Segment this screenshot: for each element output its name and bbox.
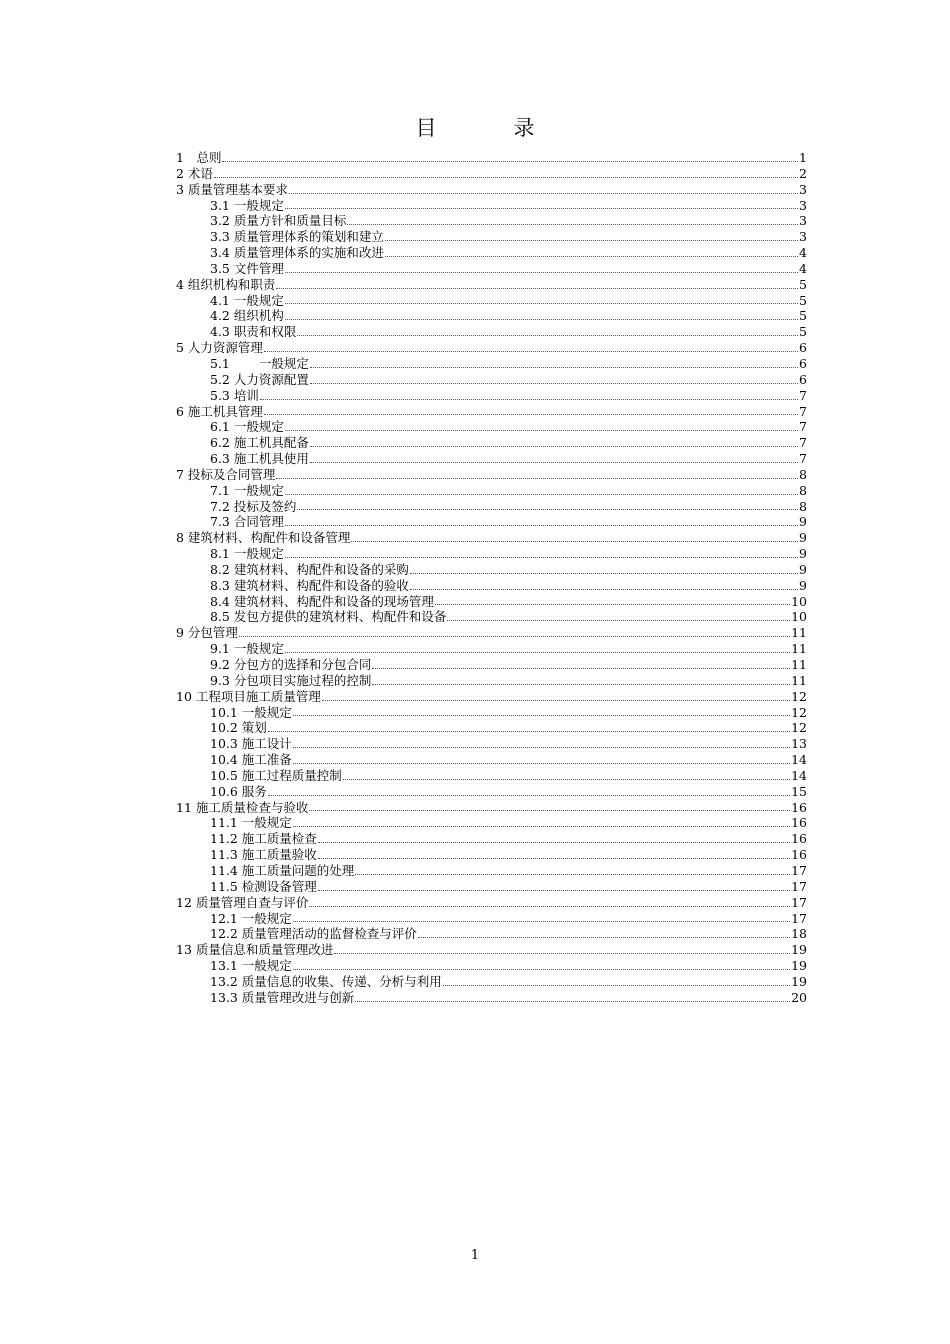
toc-entry-label: 5.1 一般规定 xyxy=(210,355,309,371)
toc-entry-page: 10 xyxy=(791,593,807,609)
toc-entry-label: 7.1 一般规定 xyxy=(210,482,284,498)
toc-entry-label: 4.3 职责和权限 xyxy=(210,324,297,340)
toc-entry[interactable] xyxy=(176,705,807,721)
toc-entry-page: 5 xyxy=(799,276,807,292)
toc-entry-label: 3.2 质量方针和质量目标 xyxy=(210,213,347,229)
dot-leader xyxy=(318,857,790,859)
toc-entry[interactable] xyxy=(176,689,807,705)
dot-leader xyxy=(297,334,798,336)
toc-entry-page: 16 xyxy=(791,847,807,863)
toc-entry-label: 10.2 策划 xyxy=(210,720,267,736)
toc-entry-page: 7 xyxy=(799,419,807,435)
toc-entry-page: 15 xyxy=(791,783,807,799)
toc-entry[interactable] xyxy=(176,372,807,388)
toc-entry-page: 4 xyxy=(799,245,807,261)
toc-entry-page: 13 xyxy=(791,736,807,752)
toc-entry[interactable] xyxy=(176,198,807,214)
toc-entry-label: 9.1 一般规定 xyxy=(210,641,284,657)
toc-entry-page: 8 xyxy=(799,498,807,514)
toc-entry[interactable] xyxy=(176,911,807,927)
dot-leader xyxy=(355,873,790,875)
toc-entry-page: 16 xyxy=(791,799,807,815)
toc-entry-page: 16 xyxy=(791,815,807,831)
dot-leader xyxy=(276,287,798,289)
toc-entry-page: 20 xyxy=(791,989,807,1005)
toc-entry[interactable] xyxy=(176,229,807,245)
toc-entry[interactable] xyxy=(176,356,807,372)
toc-entry-page: 11 xyxy=(791,641,807,657)
dot-leader xyxy=(351,540,798,542)
dot-leader xyxy=(435,603,790,605)
dot-leader xyxy=(318,889,790,891)
dot-leader xyxy=(322,699,790,701)
toc-entry-page: 5 xyxy=(799,292,807,308)
dot-leader xyxy=(372,667,790,669)
dot-leader xyxy=(285,302,798,304)
toc-entry-page: 6 xyxy=(799,340,807,356)
toc-entry-label: 12 质量管理自查与评价 xyxy=(176,894,309,910)
toc-entry[interactable] xyxy=(176,404,807,420)
toc-entry[interactable] xyxy=(176,879,807,895)
toc-entry-label: 9.2 分包方的选择和分包合同 xyxy=(210,657,372,672)
dot-leader xyxy=(239,635,790,637)
toc-entry-page: 3 xyxy=(799,197,807,213)
toc-entry-label: 11.4 施工质量问题的处理 xyxy=(210,862,355,878)
toc-entry-page: 7 xyxy=(799,387,807,403)
dot-leader xyxy=(310,366,798,368)
toc-entry-label: 2 术语 xyxy=(176,165,213,181)
toc-entry-page: 14 xyxy=(791,767,807,783)
dot-leader xyxy=(310,445,798,447)
dot-leader xyxy=(310,461,798,463)
toc-entry-page: 9 xyxy=(799,561,807,577)
toc-entry[interactable] xyxy=(176,609,807,625)
toc-entry[interactable] xyxy=(176,736,807,752)
toc-entry[interactable] xyxy=(176,419,807,435)
toc-entry[interactable] xyxy=(176,340,807,356)
toc-entry-label: 5 人力资源管理 xyxy=(176,340,263,356)
toc-entry[interactable] xyxy=(176,942,807,958)
toc-entry-page: 12 xyxy=(791,720,807,736)
toc-entry[interactable] xyxy=(176,800,807,816)
toc-entry-label: 8.3 建筑材料、构配件和设备的验收 xyxy=(210,577,409,593)
toc-entry[interactable] xyxy=(176,530,807,546)
dot-leader xyxy=(293,746,790,748)
toc-entry-label: 8.5 发包方提供的建筑材料、构配件和设备 xyxy=(210,609,447,625)
dot-leader xyxy=(276,477,798,479)
dot-leader xyxy=(285,271,798,273)
toc-entry[interactable] xyxy=(176,293,807,309)
toc-entry-label: 3.1 一般规定 xyxy=(210,197,284,213)
dot-leader xyxy=(410,588,798,590)
toc-entry[interactable] xyxy=(176,578,807,594)
dot-leader xyxy=(418,936,790,938)
dot-leader xyxy=(285,493,798,495)
toc-entry[interactable] xyxy=(176,594,807,610)
toc-entry[interactable] xyxy=(176,815,807,831)
toc-entry-page: 2 xyxy=(799,165,807,181)
dot-leader xyxy=(309,905,790,907)
toc-entry-page: 11 xyxy=(791,625,807,641)
toc-entry-label: 7.2 投标及签约 xyxy=(210,498,297,514)
dot-leader xyxy=(385,255,798,257)
toc-entry-page: 19 xyxy=(791,942,807,958)
toc-entry[interactable] xyxy=(176,720,807,736)
toc-entry-page: 9 xyxy=(799,577,807,593)
toc-entry-page: 1 xyxy=(799,150,807,165)
toc-entry-page: 7 xyxy=(799,451,807,467)
dot-leader xyxy=(260,398,798,400)
toc-entry[interactable] xyxy=(176,324,807,340)
dot-leader xyxy=(293,920,790,922)
dot-leader xyxy=(285,429,798,431)
toc-entry[interactable] xyxy=(176,514,807,530)
toc-entry[interactable] xyxy=(176,277,807,293)
toc-entry-page: 5 xyxy=(799,308,807,324)
toc-entry[interactable] xyxy=(176,562,807,578)
toc-entry[interactable] xyxy=(176,483,807,499)
toc-entry-label: 8.4 建筑材料、构配件和设备的现场管理 xyxy=(210,593,434,609)
toc-entry-page: 7 xyxy=(799,435,807,451)
toc-entry-label: 9.3 分包项目实施过程的控制 xyxy=(210,672,372,688)
toc-entry-page: 17 xyxy=(791,894,807,910)
toc-entry-label: 4.2 组织机构 xyxy=(210,308,284,324)
toc-entry-page: 12 xyxy=(791,704,807,720)
toc-entry-page: 9 xyxy=(799,514,807,530)
toc-entry-label: 13.1 一般规定 xyxy=(210,958,292,974)
dot-leader xyxy=(310,382,798,384)
dot-leader xyxy=(289,192,798,194)
dot-leader xyxy=(214,176,798,178)
toc-entry[interactable] xyxy=(176,213,807,229)
toc-entry-page: 9 xyxy=(799,546,807,562)
toc-entry-label: 6 施工机具管理 xyxy=(176,403,263,419)
toc-entry-page: 6 xyxy=(799,371,807,387)
toc-entry-page: 16 xyxy=(791,831,807,847)
toc-entry-label: 10 工程项目施工质量管理 xyxy=(176,688,321,704)
toc-entry[interactable] xyxy=(176,451,807,467)
dot-leader xyxy=(309,809,790,811)
table-of-contents xyxy=(176,150,807,1006)
toc-entry-page: 4 xyxy=(799,260,807,276)
toc-entry-page: 9 xyxy=(799,530,807,546)
dot-leader xyxy=(334,952,790,954)
dot-leader xyxy=(343,778,790,780)
toc-entry-page: 6 xyxy=(799,355,807,371)
toc-entry-page: 19 xyxy=(791,958,807,974)
dot-leader xyxy=(293,762,790,764)
dot-leader xyxy=(297,508,798,510)
dot-leader xyxy=(285,207,798,209)
toc-entry[interactable] xyxy=(176,245,807,261)
toc-entry[interactable] xyxy=(176,657,807,673)
dot-leader xyxy=(285,651,790,653)
toc-entry[interactable] xyxy=(176,625,807,641)
toc-entry-label: 11.3 施工质量验收 xyxy=(210,847,317,863)
toc-entry-page: 8 xyxy=(799,482,807,498)
toc-entry[interactable] xyxy=(176,958,807,974)
toc-entry[interactable] xyxy=(176,863,807,879)
toc-entry-label: 7 投标及合同管理 xyxy=(176,466,276,482)
toc-entry[interactable] xyxy=(176,546,807,562)
dot-leader xyxy=(347,223,798,225)
dot-leader xyxy=(285,318,798,320)
toc-entry-label: 11.1 一般规定 xyxy=(210,815,292,831)
toc-entry-label: 12.2 质量管理活动的监督检查与评价 xyxy=(210,926,417,942)
toc-entry-label: 6.3 施工机具使用 xyxy=(210,451,309,467)
dot-leader xyxy=(264,413,798,415)
toc-entry-label: 10.1 一般规定 xyxy=(210,704,292,720)
toc-entry-page: 7 xyxy=(799,403,807,419)
toc-entry-label: 3.4 质量管理体系的实施和改进 xyxy=(210,245,384,261)
toc-entry-label: 13.2 质量信息的收集、传递、分析与利用 xyxy=(210,973,442,989)
toc-entry-label: 8 建筑材料、构配件和设备管理 xyxy=(176,530,351,546)
dot-leader xyxy=(355,1000,790,1002)
toc-entry[interactable] xyxy=(176,974,807,990)
toc-entry-label: 8.1 一般规定 xyxy=(210,546,284,562)
toc-entry[interactable] xyxy=(176,261,807,277)
toc-entry-label: 7.3 合同管理 xyxy=(210,514,284,530)
toc-entry-label: 4 组织机构和职责 xyxy=(176,276,276,292)
toc-entry-page: 12 xyxy=(791,688,807,704)
toc-entry[interactable] xyxy=(176,150,807,166)
toc-entry[interactable] xyxy=(176,768,807,784)
toc-entry-page: 10 xyxy=(791,609,807,625)
toc-entry[interactable] xyxy=(176,499,807,515)
toc-entry[interactable] xyxy=(176,990,807,1006)
toc-entry-page: 14 xyxy=(791,752,807,768)
toc-entry-label: 11.5 检测设备管理 xyxy=(210,878,317,894)
toc-entry-label: 11.2 施工质量检查 xyxy=(210,831,317,847)
toc-entry-label: 10.5 施工过程质量控制 xyxy=(210,767,342,783)
toc-entry-label: 13.3 质量管理改进与创新 xyxy=(210,989,355,1005)
toc-entry-label: 12.1 一般规定 xyxy=(210,910,292,926)
dot-leader xyxy=(285,556,798,558)
dot-leader xyxy=(264,350,798,352)
dot-leader xyxy=(443,984,790,986)
toc-entry[interactable] xyxy=(176,435,807,451)
toc-entry[interactable] xyxy=(176,926,807,942)
toc-entry-label: 3 质量管理基本要求 xyxy=(176,181,288,197)
dot-leader xyxy=(410,572,798,574)
toc-entry[interactable] xyxy=(176,673,807,689)
toc-entry-page: 17 xyxy=(791,878,807,894)
toc-entry[interactable] xyxy=(176,831,807,847)
toc-entry[interactable] xyxy=(176,784,807,800)
dot-leader xyxy=(293,825,790,827)
dot-leader xyxy=(222,160,798,162)
toc-entry[interactable] xyxy=(176,467,807,483)
dot-leader xyxy=(293,714,790,716)
toc-entry-label: 5.2 人力资源配置 xyxy=(210,371,309,387)
toc-entry-page: 3 xyxy=(799,229,807,245)
toc-entry-label: 6.1 一般规定 xyxy=(210,419,284,435)
toc-entry-label: 10.6 服务 xyxy=(210,783,267,799)
toc-entry-label: 4.1 一般规定 xyxy=(210,292,284,308)
toc-entry-page: 8 xyxy=(799,466,807,482)
dot-leader xyxy=(285,524,798,526)
toc-entry-page: 3 xyxy=(799,213,807,229)
toc-entry-label: 1 总则 xyxy=(176,150,222,165)
toc-entry[interactable] xyxy=(176,641,807,657)
toc-entry[interactable] xyxy=(176,308,807,324)
toc-entry-label: 10.4 施工准备 xyxy=(210,752,292,768)
toc-entry-label: 8.2 建筑材料、构配件和设备的采购 xyxy=(210,561,409,577)
toc-entry-page: 3 xyxy=(799,181,807,197)
toc-entry-label: 3.5 文件管理 xyxy=(210,260,284,276)
toc-entry[interactable] xyxy=(176,166,807,182)
toc-entry-page: 19 xyxy=(791,973,807,989)
toc-entry[interactable] xyxy=(176,388,807,404)
toc-entry-page: 17 xyxy=(791,910,807,926)
dot-leader xyxy=(293,968,790,970)
toc-entry-label: 9 分包管理 xyxy=(176,625,238,641)
dot-leader xyxy=(318,841,790,843)
toc-entry-label: 3.3 质量管理体系的策划和建立 xyxy=(210,229,384,245)
toc-entry-label: 11 施工质量检查与验收 xyxy=(176,799,309,815)
dot-leader xyxy=(447,619,790,621)
toc-entry-page: 17 xyxy=(791,862,807,878)
toc-entry-page: 5 xyxy=(799,324,807,340)
toc-entry[interactable] xyxy=(176,895,807,911)
toc-entry-label: 5.3 培训 xyxy=(210,387,259,403)
toc-entry-label: 6.2 施工机具配备 xyxy=(210,435,309,451)
dot-leader xyxy=(372,683,790,685)
page-number: 1 xyxy=(470,1248,480,1263)
toc-entry[interactable] xyxy=(176,752,807,768)
toc-entry-label: 10.3 施工设计 xyxy=(210,736,292,752)
toc-entry-label: 13 质量信息和质量管理改进 xyxy=(176,942,334,958)
toc-entry[interactable] xyxy=(176,847,807,863)
toc-entry-page: 18 xyxy=(791,926,807,942)
dot-leader xyxy=(268,730,790,732)
toc-entry-page: 11 xyxy=(791,657,807,672)
toc-entry-page: 11 xyxy=(791,672,807,688)
dot-leader xyxy=(268,794,790,796)
dot-leader xyxy=(385,239,798,241)
toc-entry[interactable] xyxy=(176,182,807,198)
toc-title: 目 录 xyxy=(415,116,563,140)
